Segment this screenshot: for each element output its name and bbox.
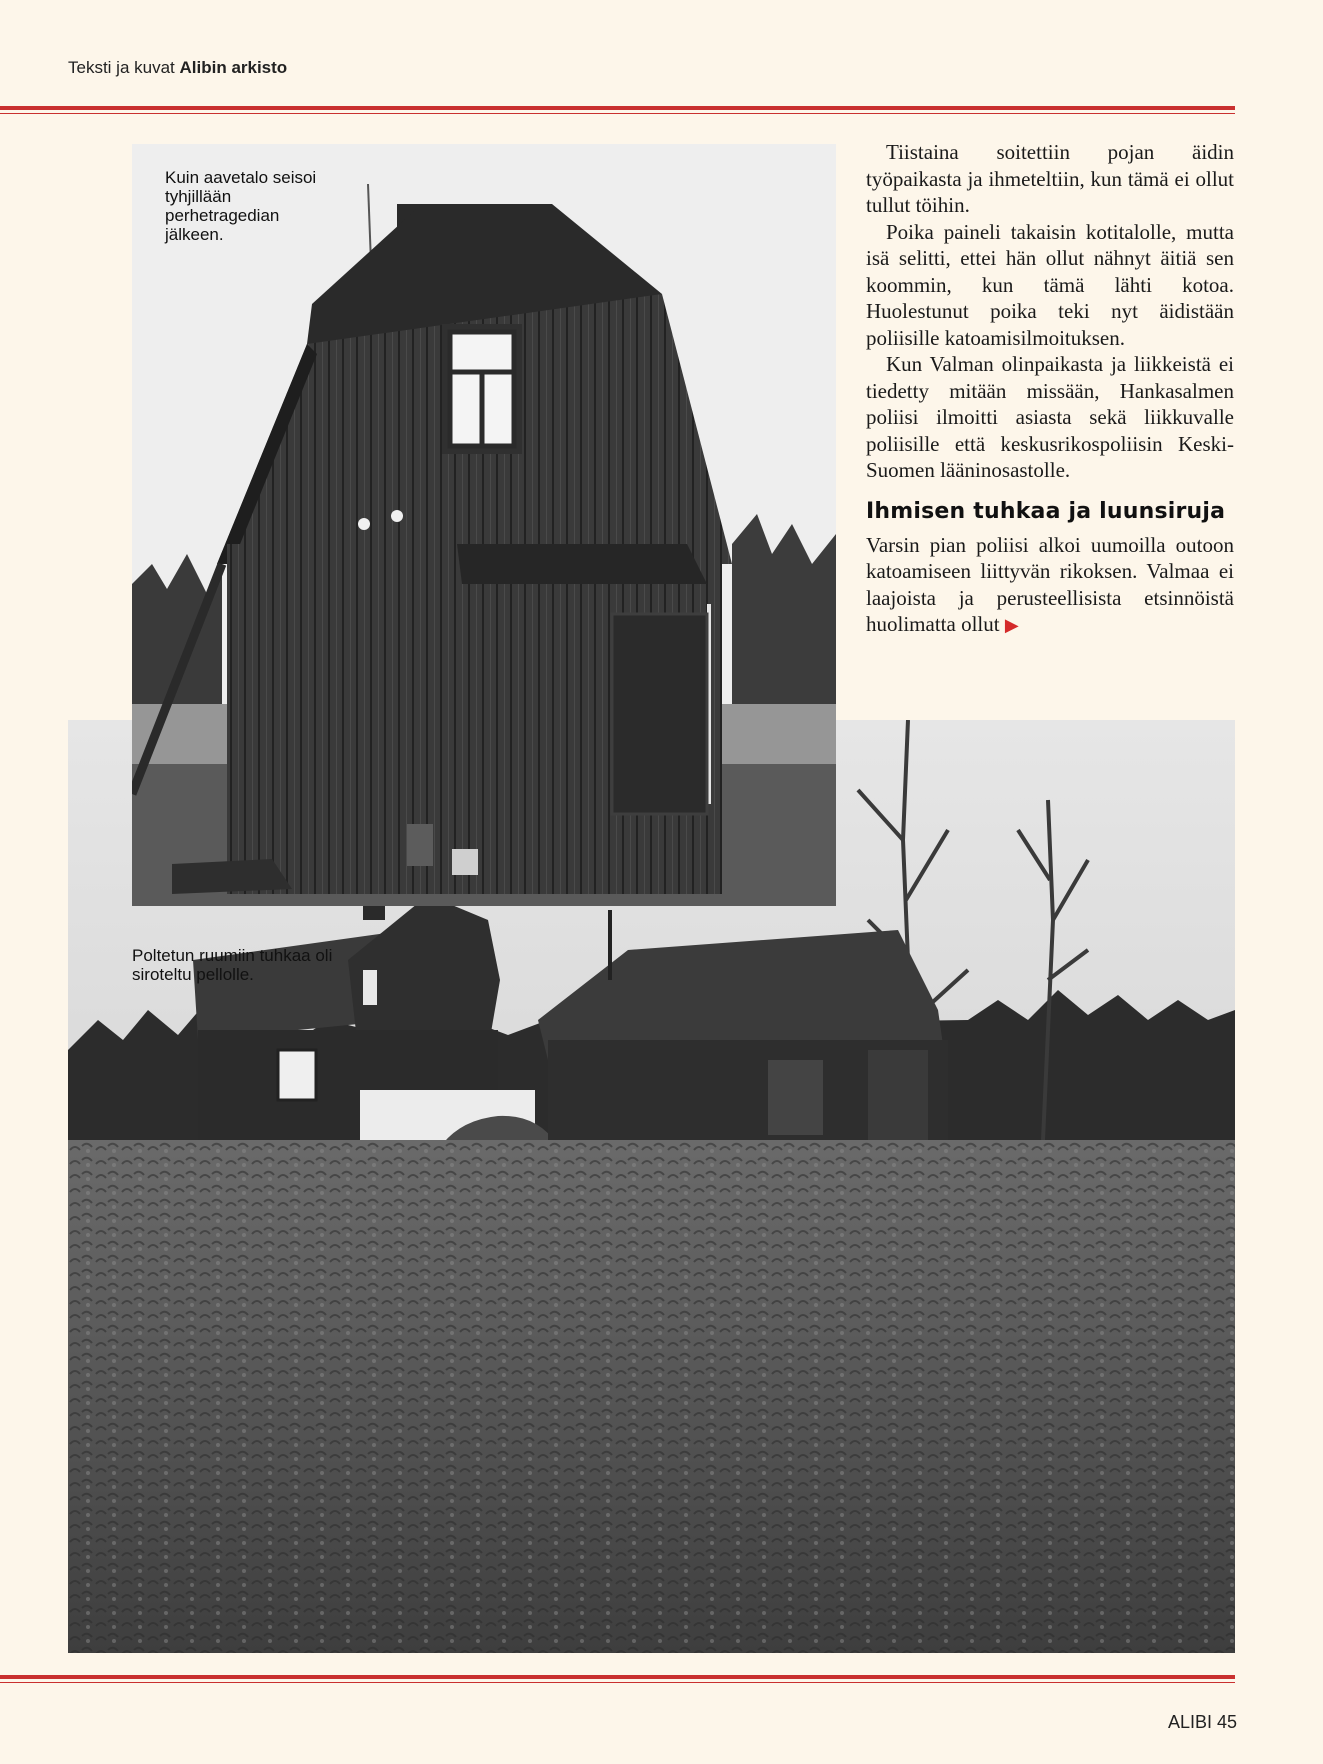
paragraph-2: Poika paineli takaisin kotitalolle, mutta isä selitti, ettei hän ollut nähnyt äitiä sen koommin, kun tämä lähti kotoa. Huolestunut poika teki nyt äidistään poliisille katoamisilmoituksen.	[866, 219, 1234, 350]
paragraph-4	[866, 532, 1234, 639]
continue-arrow-icon: ▶	[1004, 615, 1019, 635]
bottom-photo-caption: Poltetun ruumiin tuhkaa oli siroteltu pellolle.	[132, 946, 333, 984]
page-number: ALIBI 45	[1167, 1712, 1237, 1732]
credit-prefix: Teksti ja kuvat	[68, 58, 175, 77]
paragraph-4-text: Varsin pian poliisi alkoi uumoilla outoon katoamiseen liittyvän rikoksen. Valmaa ei laajoista ja perusteellisista etsinnöistä huolimatta ollut	[866, 532, 1234, 636]
abandoned-house-photo	[132, 144, 836, 906]
subheading: Ihmisen tuhkaa ja luunsiruja	[866, 498, 1226, 524]
footer-rule	[0, 1675, 1235, 1683]
paragraph-1: Tiistaina soitettiin pojan äidin työpaikasta ja ihmeteltiin, kun tämä ei ollut tullut töihin.	[866, 140, 1234, 217]
top-photo-caption: Kuin aavetalo seisoi tyhjillään perhetragedian jälkeen.	[165, 168, 317, 244]
paragraph-3: Kun Valman olinpaikasta ja liikkeistä ei tiedetty mitään missään, Hankasalmen poliisi ilmoitti asiasta sekä liikkuvalle poliisille että keskusrikospoliisin Keski-Suomen lääninosastolle.	[866, 352, 1234, 482]
article-column	[866, 139, 1234, 639]
credit-source: Alibin arkisto	[179, 58, 288, 77]
header-rule	[0, 106, 1235, 114]
photo-credit	[68, 58, 287, 78]
